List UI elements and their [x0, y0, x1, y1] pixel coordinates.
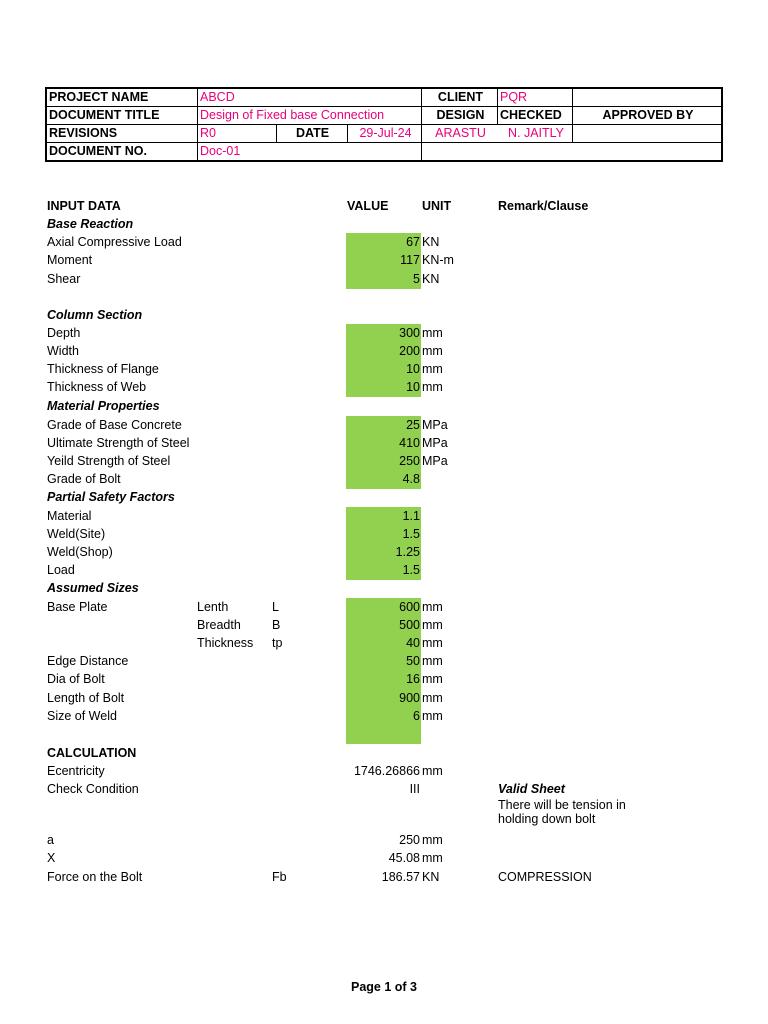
row-unit: MPa	[422, 436, 448, 450]
row-value[interactable]: 10	[406, 362, 420, 376]
row-value[interactable]: 410	[399, 436, 420, 450]
section-heading: Material Properties	[47, 399, 160, 413]
x-unit: mm	[422, 851, 443, 865]
row-value[interactable]: 5	[413, 272, 420, 286]
x-value: 45.08	[388, 851, 420, 865]
value-column-heading: VALUE	[347, 199, 389, 213]
row-label: Length of Bolt	[47, 691, 125, 705]
remark-column-heading: Remark/Clause	[498, 199, 589, 213]
row-unit: MPa	[422, 454, 448, 468]
row-sublabel: Breadth	[197, 618, 241, 632]
row-value[interactable]: 900	[399, 691, 420, 705]
bolt-force-symbol: Fb	[272, 870, 287, 884]
row-value[interactable]: 117	[400, 253, 420, 267]
row-label: Dia of Bolt	[47, 672, 105, 686]
valid-sheet-label: Valid Sheet	[498, 782, 565, 796]
row-value[interactable]: 300	[399, 326, 420, 340]
row-value[interactable]: 250	[399, 454, 420, 468]
row-unit: mm	[422, 709, 443, 723]
row-label: Depth	[47, 326, 81, 340]
date-value: 29-Jul-24	[359, 126, 412, 140]
revision-value: R0	[200, 126, 216, 140]
row-unit: KN	[422, 272, 440, 286]
row-label: Thickness of Flange	[47, 362, 159, 376]
page-number: Page 1 of 3	[351, 980, 417, 994]
document-title-value: Design of Fixed base Connection	[200, 108, 385, 122]
project-name-value: ABCD	[200, 90, 235, 104]
document-no-label: DOCUMENT NO.	[49, 144, 147, 158]
approved-by-label: APPROVED BY	[602, 108, 694, 122]
row-label: Shear	[47, 272, 81, 286]
calculation-heading: CALCULATION	[47, 746, 137, 760]
row-value[interactable]: 10	[406, 380, 420, 394]
revisions-label: REVISIONS	[49, 126, 118, 140]
row-symbol: B	[272, 618, 281, 632]
row-unit: KN	[422, 235, 440, 249]
date-label: DATE	[295, 126, 330, 140]
row-label: Weld(Site)	[47, 527, 106, 541]
row-label: Size of Weld	[47, 709, 117, 723]
row-unit: mm	[422, 636, 443, 650]
document-header-table	[45, 87, 723, 162]
row-unit: mm	[422, 672, 443, 686]
ecentricity-label: Ecentricity	[47, 764, 105, 778]
bolt-force-remark: COMPRESSION	[498, 870, 592, 884]
row-label: Moment	[47, 253, 93, 267]
row-label: Load	[47, 563, 75, 577]
document-no-value: Doc-01	[200, 144, 241, 158]
row-symbol: L	[272, 600, 279, 614]
row-unit: mm	[422, 600, 443, 614]
row-sublabel: Lenth	[197, 600, 229, 614]
row-label: Axial Compressive Load	[47, 235, 182, 249]
row-value[interactable]: 50	[406, 654, 420, 668]
row-value[interactable]: 40	[406, 636, 420, 650]
tension-note-line-2: holding down bolt	[498, 812, 596, 826]
x-label: X	[47, 851, 56, 865]
client-label: CLIENT	[437, 90, 484, 104]
checker-value: N. JAITLY	[507, 126, 565, 140]
project-name-label: PROJECT NAME	[49, 90, 149, 104]
row-label: Edge Distance	[47, 654, 129, 668]
section-heading: Partial Safety Factors	[47, 490, 175, 504]
row-unit: MPa	[422, 418, 448, 432]
row-label: Width	[47, 344, 79, 358]
row-unit: mm	[422, 326, 443, 340]
row-value[interactable]: 1.5	[402, 563, 420, 577]
row-symbol: tp	[272, 636, 283, 650]
row-label: Thickness of Web	[47, 380, 147, 394]
row-unit: mm	[422, 362, 443, 376]
row-label: Grade of Base Concrete	[47, 418, 182, 432]
a-label: a	[47, 833, 54, 847]
ecentricity-unit: mm	[422, 764, 443, 778]
row-unit: KN-m	[422, 253, 454, 267]
row-value[interactable]: 1.25	[395, 545, 420, 559]
check-condition-value: III	[409, 782, 420, 796]
ecentricity-value: 1746.26866	[353, 764, 420, 778]
row-value[interactable]: 1.5	[402, 527, 420, 541]
row-unit: mm	[422, 344, 443, 358]
row-unit: mm	[422, 654, 443, 668]
row-value[interactable]: 200	[399, 344, 420, 358]
row-unit: mm	[422, 691, 443, 705]
row-unit: mm	[422, 380, 443, 394]
row-value[interactable]: 6	[413, 709, 420, 723]
row-value[interactable]: 4.8	[402, 472, 420, 486]
designer-value: ARASTU	[435, 126, 486, 140]
row-value[interactable]: 1.1	[402, 509, 420, 523]
row-value[interactable]: 500	[399, 618, 420, 632]
check-condition-label: Check Condition	[47, 782, 139, 796]
row-value[interactable]: 67	[406, 235, 420, 249]
row-value[interactable]: 25	[406, 418, 420, 432]
row-unit: mm	[422, 618, 443, 632]
bolt-force-unit: KN	[422, 870, 440, 884]
row-value[interactable]: 16	[406, 672, 420, 686]
row-label: Grade of Bolt	[47, 472, 121, 486]
input-data-heading: INPUT DATA	[47, 199, 121, 213]
client-value: PQR	[500, 90, 528, 104]
unit-column-heading: UNIT	[422, 199, 452, 213]
section-heading: Assumed Sizes	[47, 581, 139, 595]
a-value: 250	[399, 833, 420, 847]
row-sublabel: Thickness	[197, 636, 254, 650]
row-label: Weld(Shop)	[47, 545, 113, 559]
section-heading: Column Section	[47, 308, 143, 322]
section-heading: Base Reaction	[47, 217, 134, 231]
bolt-force-label: Force on the Bolt	[47, 870, 143, 884]
tension-note-line-1: There will be tension in	[498, 798, 626, 812]
row-label: Material	[47, 509, 92, 523]
bolt-force-value: 186.57	[381, 870, 420, 884]
document-title-label: DOCUMENT TITLE	[49, 108, 160, 122]
row-label: Ultimate Strength of Steel	[47, 436, 190, 450]
row-label: Yeild Strength of Steel	[47, 454, 171, 468]
design-label: DESIGN	[436, 108, 485, 122]
checked-label: CHECKED	[500, 108, 562, 122]
a-unit: mm	[422, 833, 443, 847]
row-value[interactable]: 600	[399, 600, 420, 614]
base-plate-label: Base Plate	[47, 600, 108, 614]
